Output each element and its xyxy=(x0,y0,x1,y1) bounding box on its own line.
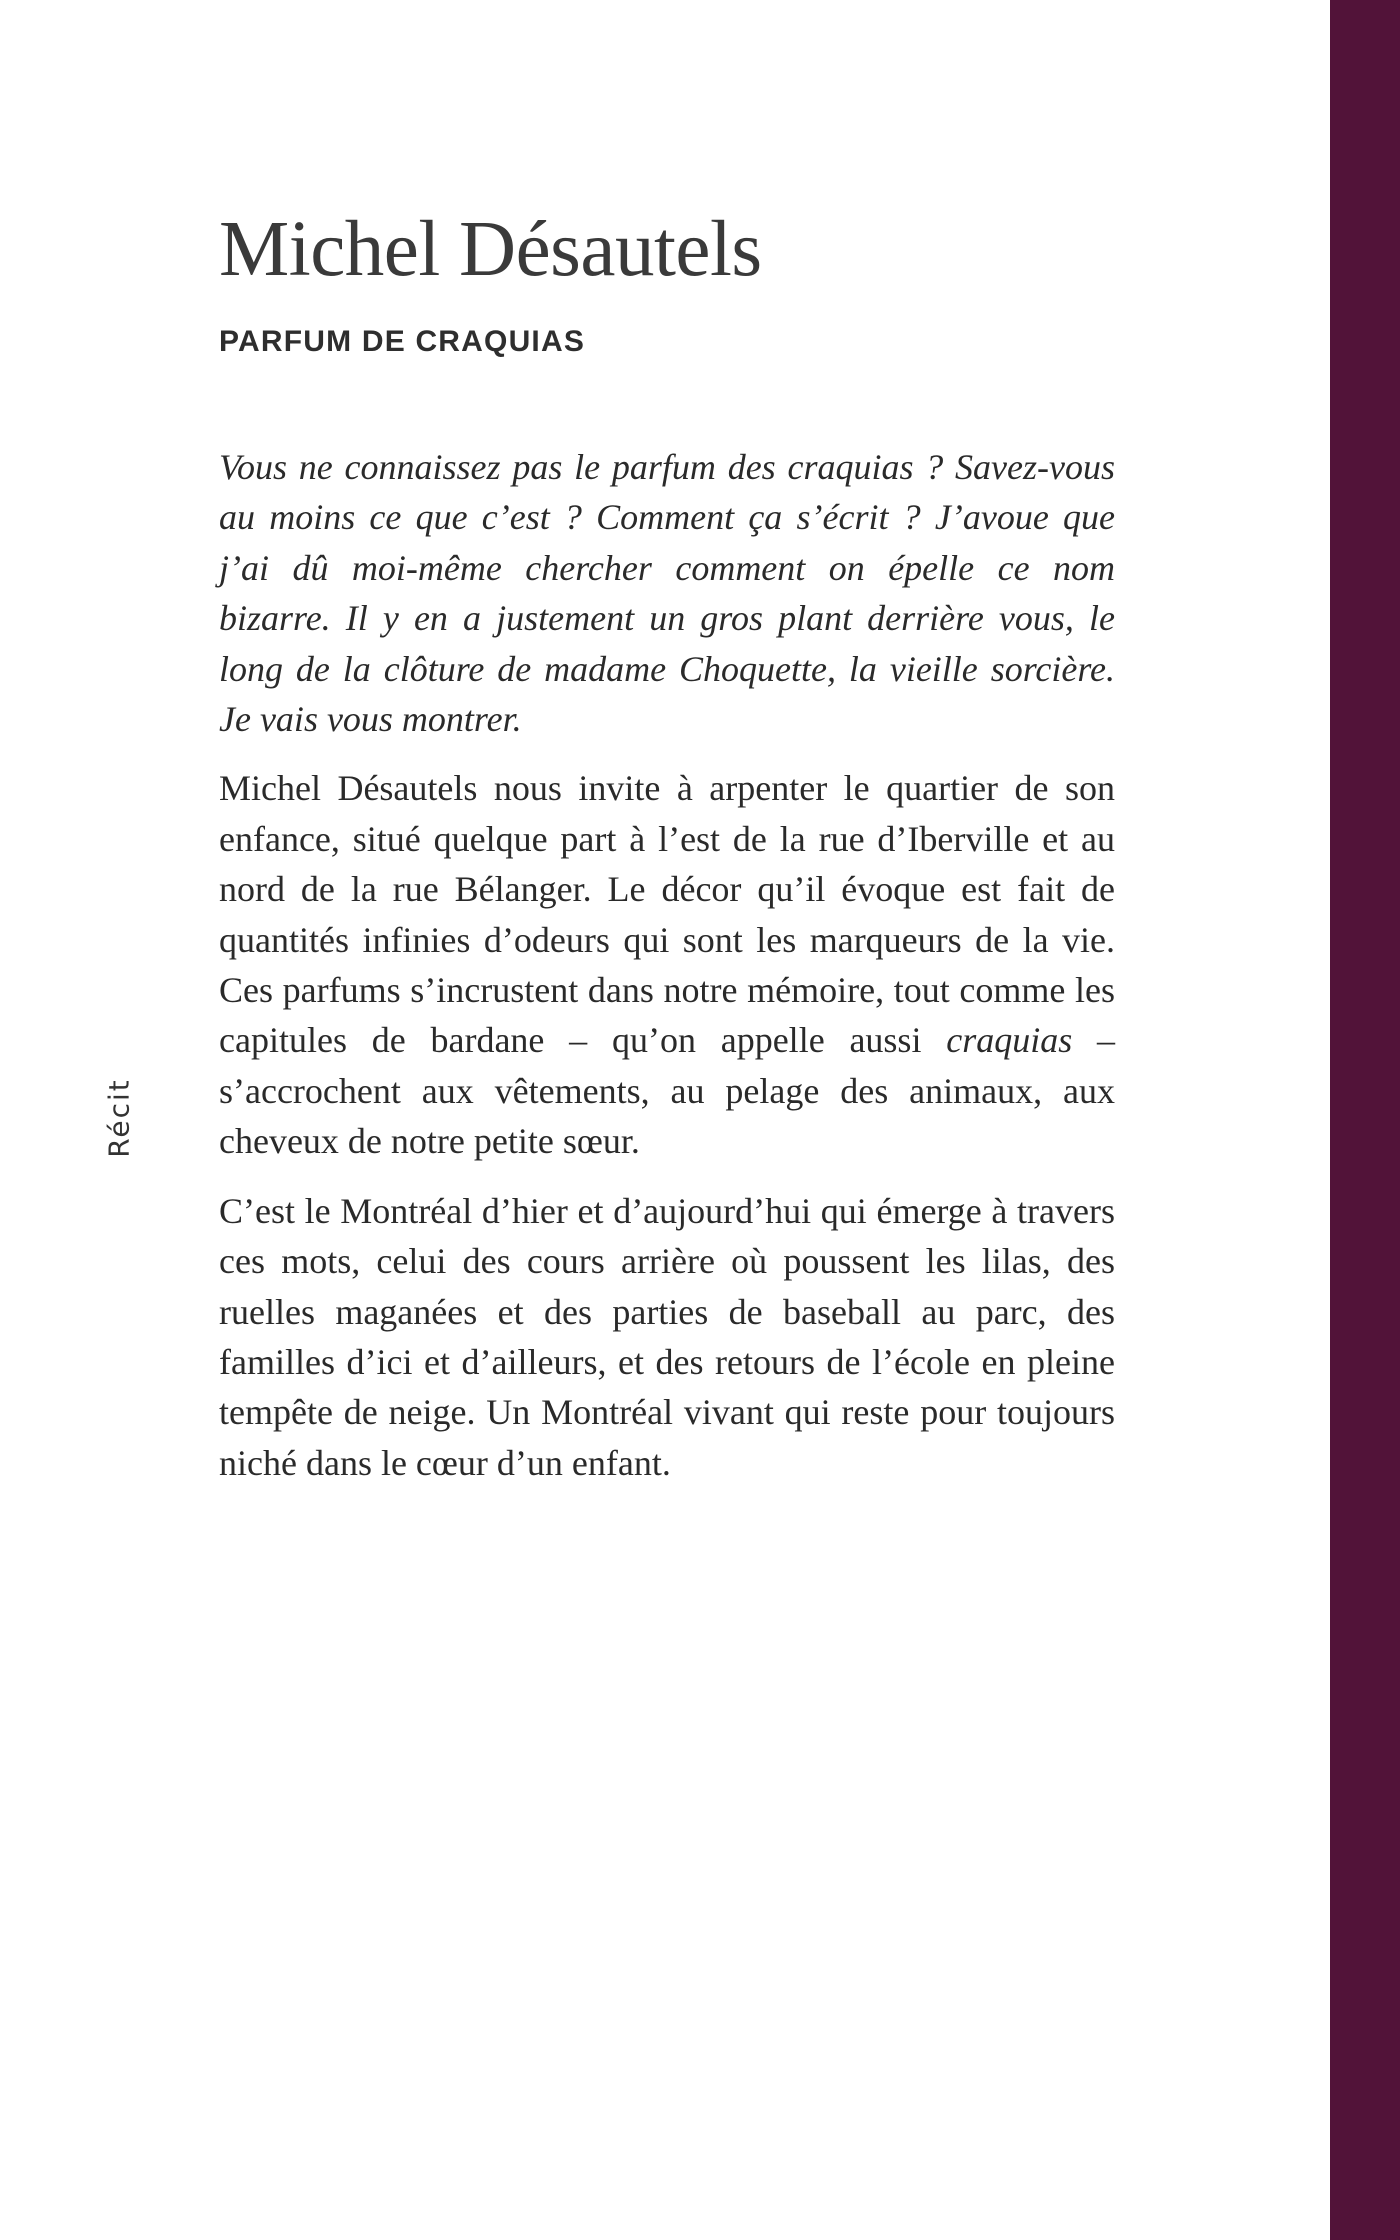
summary-text-start: Michel Désautels nous invite à arpenter le quartier de son enfance, situé quelque part à l’est de la rue d’Iberville et au nord de la rue Bélanger. Le décor qu’il évoque est fait de quantités infinies d’odeurs qui sont les marqueurs de la vie. Ces parfums s’incrustent dans notre mémoire, tout comme les capitules de bardane – qu’on appelle aussi xyxy=(219,768,1115,1061)
summary-text-end: – s’accrochent aux vêtements, au pelage des animaux, aux cheveux de notre petite sœur. xyxy=(219,1020,1116,1162)
description-block xyxy=(219,442,1115,1488)
excerpt-paragraph: Vous ne connaissez pas le parfum des craquias ? Savez-vous au moins ce que c’est ? Comment ça s’écrit ? J’avoue que j’ai dû moi-même chercher comment on épelle ce nom bizarre. Il y en a justement un gros plant derrière vous, le long de la clôture de madame Choquette, la vieille sorcière. Je vais vous montrer. xyxy=(219,447,1115,740)
genre-label: Récit xyxy=(102,1078,136,1158)
spine-color-band xyxy=(1330,0,1400,2240)
book-title: PARFUM DE CRAQUIAS xyxy=(219,325,586,358)
author-name: Michel Désautels xyxy=(219,206,762,293)
back-cover-content xyxy=(219,205,1115,1507)
summary-paragraph xyxy=(219,763,1115,1166)
summary-emphasis: craquias xyxy=(946,1020,1073,1061)
closing-paragraph: C’est le Montréal d’hier et d’aujourd’hui qui émerge à travers ces mots, celui des cours arrière où poussent les lilas, des ruelles maganées et des parties de baseball au parc, des familles d’ici et d’ailleurs, et des retours de l’école en pleine tempête de neige. Un Montréal vivant qui reste pour toujours niché dans le cœur d’un enfant. xyxy=(219,1190,1115,1483)
